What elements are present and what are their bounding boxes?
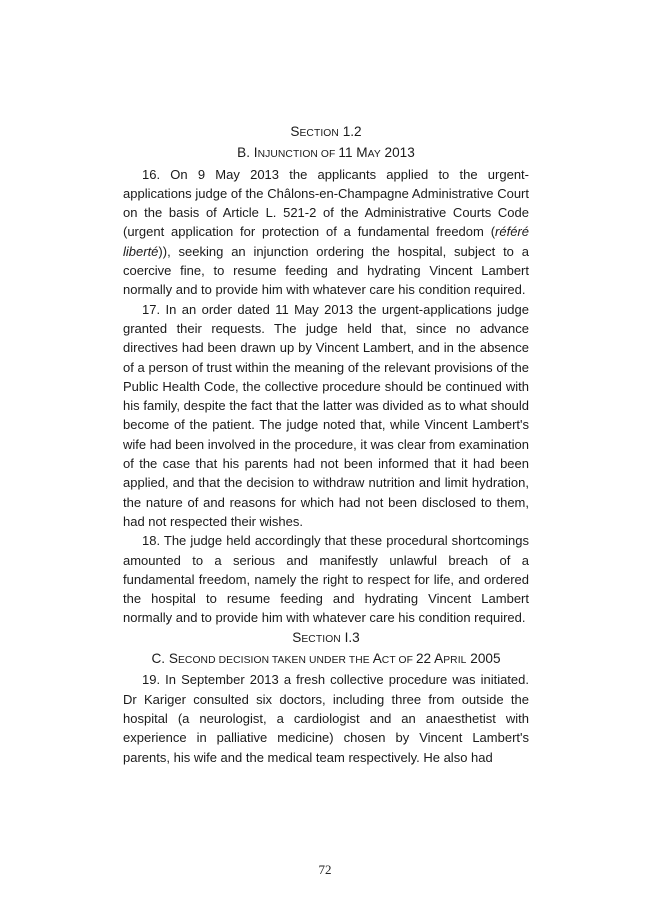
paragraph-18: 18. The judge held accordingly that these procedural shortcomings amounted to a serious and manifestly unlawful breach of a fundamental freedom, namely the right to respect for life, and ordered the hospital to resume feeding and hydrating Vincent Lambert normally and to provide him with whatever care his condition required.	[123, 533, 529, 626]
subheading-year: 2005	[466, 651, 501, 667]
paragraph-17: 17. In an order dated 11 May 2013 the urgent-applications judge granted their requests. The judge held that, since no advance directives had been drawn up by Vincent Lambert, and in the absence of a person of trust within the meaning of the relevant provisions of the Public Health Code, the collective procedure should be continued with his family, despite the fact that the latter was divided as to what should become of the patient. The judge noted that, while Vincent Lambert's wife had been involved in the procedure, it was clear from examination of the case that his parents had not been informed that it had been applied, and that the decision to withdraw nutrition and limit hydration, the nature of and reasons for which had not been disclosed to them, had not respected their wishes.	[123, 301, 529, 529]
paragraph-16	[123, 165, 529, 300]
subheading-act-initial: A	[372, 651, 382, 667]
section-heading-smallcaps: ECTION	[299, 128, 339, 139]
subheading-day: 22	[415, 651, 435, 667]
subheading-initial: I	[253, 145, 258, 161]
section-heading-number: 1.2	[338, 124, 362, 139]
subheading-injunction	[123, 143, 529, 164]
section-heading-i-3	[123, 628, 529, 649]
subheading-month-smallcaps: PRIL	[443, 655, 467, 667]
section-heading-smallcaps: ECTION	[301, 633, 341, 645]
section-heading-1-2	[123, 122, 529, 143]
subheading-initial: S	[168, 651, 178, 667]
section-heading-initial: S	[292, 629, 302, 645]
subheading-month-initial: A	[434, 651, 444, 667]
section-heading-number: I.3	[340, 629, 360, 645]
subheading-letter: B.	[237, 145, 254, 161]
subheading-month-smallcaps: AY	[367, 149, 381, 161]
paragraph-16-italic: référé liberté	[123, 224, 529, 259]
subheading-act-smallcaps: CT OF	[381, 655, 416, 667]
paragraph-19: 19. In September 2013 a fresh collective procedure was initiated. Dr Kariger consulted six doctors, including three from outside the hospital (a neurologist, a cardiologist and an anaesthetist with experience in palliative medicine) chosen by Vincent Lambert's parents, his wife and the medical team respectively. He also had	[123, 672, 529, 765]
subheading-month-initial: M	[356, 145, 368, 161]
subheading-day: 11	[338, 145, 357, 161]
subheading-smallcaps: NJUNCTION OF	[257, 149, 339, 161]
page-number: 72	[318, 862, 332, 877]
document-page	[123, 122, 529, 767]
subheading-smallcaps: ECOND DECISION TAKEN UNDER THE	[177, 655, 373, 667]
section-heading-initial: S	[290, 124, 300, 139]
subheading-letter: C.	[151, 651, 169, 667]
subheading-year: 2013	[380, 145, 415, 161]
paragraph-16-text-end: )), seeking an injunction ordering the hospital, subject to a coercive fine, to resume feeding and hydrating Vincent Lambert normally and to provide him with whatever care his condition required.	[123, 243, 529, 298]
paragraph-16-text: 16. On 9 May 2013 the applicants applied to the urgent-applications judge of the Châlons-en-Champagne Administrative Court on the basis of Article L. 521-2 of the Administrative Courts Code (urgent application for protection of a fundamental freedom (	[123, 166, 529, 240]
subheading-second-decision	[123, 649, 529, 670]
